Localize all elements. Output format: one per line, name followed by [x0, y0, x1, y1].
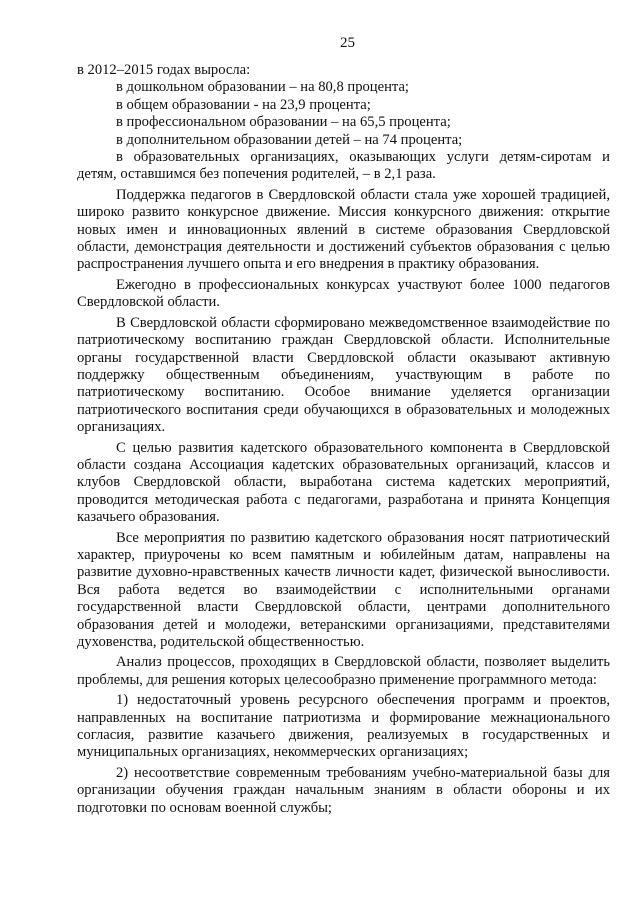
paragraph-patriotic: В Свердловской области сформировано межведомственное взаимодействие по патриотическому воспитанию граждан Свердловской области. Исполнительные органы государственной власти Свердловской области оказывают активную поддержку общественным объединениям, участвующим в работе по патриотическому воспитанию. Особое внимание уделяется организации патриотического воспитания среди обучающихся в образовательных и молодежных организациях. — [77, 314, 610, 436]
list-item-orphans: в образовательных организациях, оказывающих услуги детям-сиротам и детям, оставшимся без попечения родителей, – в 2,1 раза. — [77, 149, 610, 183]
paragraph-events: Все мероприятия по развитию кадетского образования носят патриотический характер, приурочены ко всем памятным и юбилейным датам, направлены на развитие духовно-нравственных качеств личности кадет, физической выносливости. Вся работа ведется во взаимодействии с исполнительными органами государственной власти Свердловской области, центрами дополнительного образования детей и молодежи, ветеранскими организациями, представителями духовенства, родительской общественностью. — [77, 529, 610, 650]
paragraph-intro: в 2012–2015 годах выросла: — [77, 62, 251, 78]
list-item-general: в общем образовании - на 23,9 процента; — [116, 96, 371, 113]
list-item-professional: в профессиональном образовании – на 65,5 процента; — [116, 114, 451, 131]
paragraph-cadet: С целью развития кадетского образовательного компонента в Свердловской области создана Ассоциация кадетских образовательных организаций, классов и клубов Свердловской области, выработана система кадетских мероприятий, проводится методическая работа с педагогами, разработана и принята Концепция казачьего образования. — [77, 439, 610, 526]
problem-item-1: 1) недостаточный уровень ресурсного обеспечения программ и проектов, направленных на воспитание патриотизма и формирование межнационального согласия, развитие казачьего движения, реализуемых в государственных и муниципальных организациях, некоммерческих организациях; — [77, 692, 610, 761]
list-item-preschool: в дошкольном образовании – на 80,8 процента; — [116, 79, 409, 96]
problem-item-2: 2) несоответствие современным требованиям учебно-материальной базы для организации обучения граждан начальным знаниям в области обороны и их подготовки по основам военной службы; — [77, 764, 610, 816]
document-body — [77, 62, 610, 817]
page-number: 25 — [340, 35, 355, 51]
paragraph-competitions: Ежегодно в профессиональных конкурсах участвуют более 1000 педагогов Свердловской области. — [77, 276, 610, 311]
paragraph-analysis: Анализ процессов, проходящих в Свердловской области, позволяет выделить проблемы, для решения которых целесообразно применение программного метода: — [77, 654, 610, 688]
list-item-additional: в дополнительном образовании детей – на 74 процента; — [116, 131, 463, 148]
paragraph-teacher-support: Поддержка педагогов в Свердловской области стала уже хорошей традицией, широко развито конкурсное движение. Миссия конкурсного движения: открытие новых имен и инновационных явлений в системе образования Свердловской области, демонстрация деятельности и достижений субъектов образования с целью распространения лучшего опыта и его внедрения в практику образования. — [77, 186, 610, 273]
